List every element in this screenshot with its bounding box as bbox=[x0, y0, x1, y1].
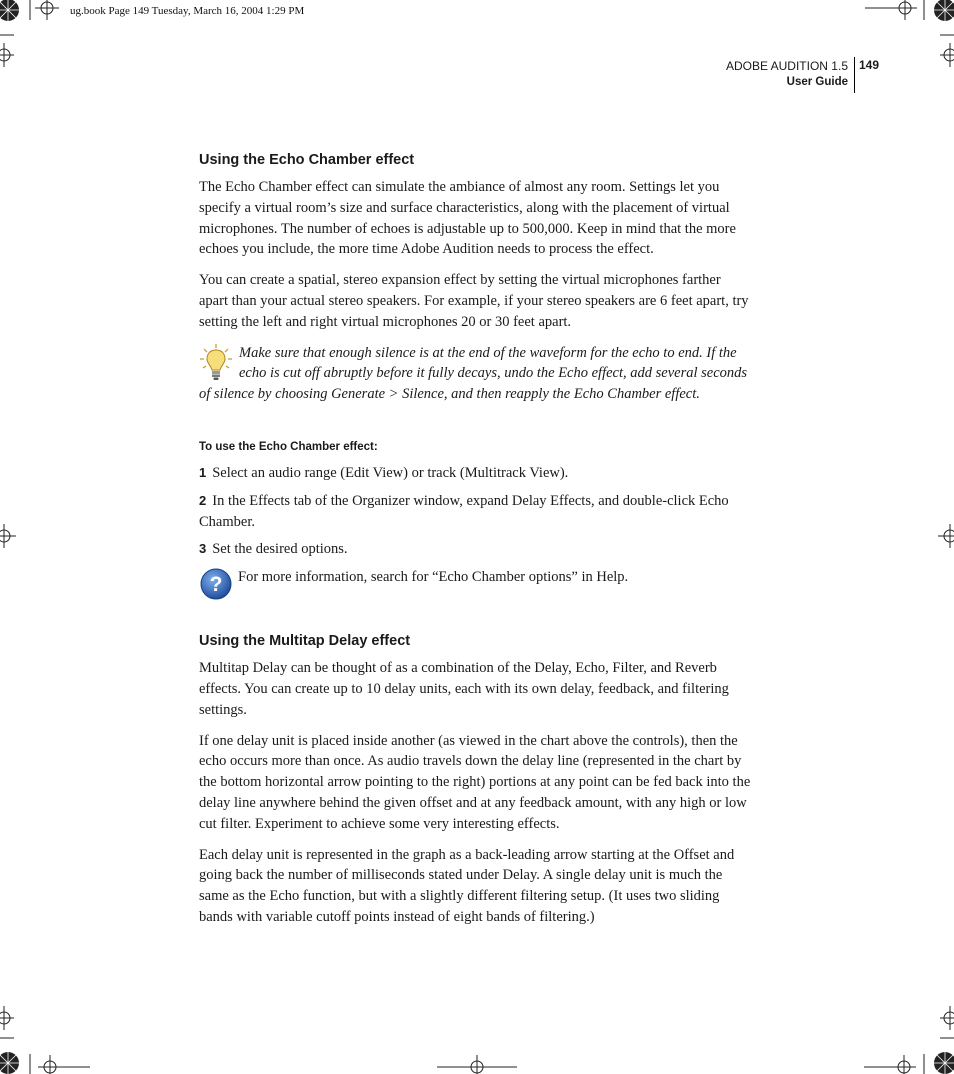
help-text: For more information, search for “Echo Chamber options” in Help. bbox=[238, 569, 629, 586]
crop-mark-mid-left bbox=[0, 497, 20, 577]
tip-text: Make sure that enough silence is at the end of the waveform for the echo to end. If the echo is cut off abruptly before it fully decays, undo the Echo effect, add several seconds of silence by choosing Generate > Silence, and then reapply the Echo Chamber effect. bbox=[199, 344, 748, 403]
step-number: 1 bbox=[199, 464, 207, 480]
paragraph: The Echo Chamber effect can simulate the ambiance of almost any room. Settings let you specify a virtual room’s size and surface characteristics, along with the placement of virtual microphones. The number of echoes is adjustable up to 500,000. Keep in mind that the more echoes you include, the more time Adobe Audition needs to process the effect. bbox=[199, 179, 736, 258]
crop-mark-bottom-left bbox=[0, 974, 100, 1074]
paragraph: If one delay unit is placed inside another (as viewed in the chart above the controls), then the echo occurs more than once. As audio travels down the delay line (represented in the chart by the bottom horizontal arrow pointing to the right) portions at any point can be fed back into the delay line anywhere behind the given offset and at any feedback amount, with any high or low cut filter. Experiment to achieve some very interesting effects. bbox=[199, 732, 751, 832]
main-content bbox=[199, 150, 753, 938]
header-product: ADOBE AUDITION 1.5 bbox=[725, 59, 848, 73]
svg-text:?: ? bbox=[209, 573, 223, 597]
header-guide: User Guide bbox=[786, 76, 848, 88]
section-multitap bbox=[199, 631, 753, 928]
step-text: In the Effects tab of the Organizer window, expand Delay Effects, and double-click Echo Chamber. bbox=[199, 492, 729, 530]
procedure-title: To use the Echo Chamber effect: bbox=[199, 440, 378, 453]
paragraph: You can create a spatial, stereo expansion effect by setting the virtual microphones farther apart than your actual stereo speakers. For example, if your stereo speakers are 6 feet apart, try setting the left and right virtual microphones 20 or 30 feet apart. bbox=[199, 272, 749, 330]
step-text: Set the desired options. bbox=[212, 541, 348, 558]
section-heading-multitap-delay: Using the Multitap Delay effect bbox=[199, 633, 411, 650]
procedure-step-2 bbox=[199, 491, 753, 533]
question-mark-icon bbox=[199, 567, 235, 601]
procedure-step-1 bbox=[199, 463, 753, 484]
step-number: 3 bbox=[199, 541, 207, 557]
paragraph: Multitap Delay can be thought of as a combination of the Delay, Echo, Filter, and Reverb effects. You can create up to 10 delay units, each with its own delay, feedback, and filtering settings. bbox=[199, 660, 729, 718]
crop-mark-bottom-center bbox=[437, 1050, 517, 1074]
section-heading-echo-chamber: Using the Echo Chamber effect bbox=[199, 152, 415, 168]
print-slug: ug.book Page 149 Tuesday, March 16, 2004 1:29 PM bbox=[70, 5, 305, 17]
crop-mark-top-left bbox=[0, 0, 90, 100]
header-divider bbox=[854, 57, 855, 93]
crop-mark-mid-right bbox=[934, 497, 954, 577]
step-text: Select an audio range (Edit View) or track (Multitrack View). bbox=[212, 464, 569, 481]
crop-mark-bottom-right bbox=[854, 974, 954, 1074]
procedure-step-3 bbox=[199, 539, 753, 560]
running-header bbox=[726, 58, 848, 90]
tip-note bbox=[199, 343, 753, 405]
crop-mark-top-right bbox=[860, 0, 954, 100]
paragraph: Each delay unit is represented in the graph as a back-leading arrow starting at the Offset and going back the number of milliseconds stated under Delay. A single delay unit is much the same as the Echo function, but with a slightly different filtering setup. (It uses two sliding bands with variable cutoff points instead of eight bands of filtering.) bbox=[199, 846, 735, 925]
page-number: 149 bbox=[859, 58, 880, 72]
step-number: 2 bbox=[199, 492, 207, 508]
help-note bbox=[199, 567, 753, 597]
lightbulb-icon bbox=[199, 343, 235, 383]
